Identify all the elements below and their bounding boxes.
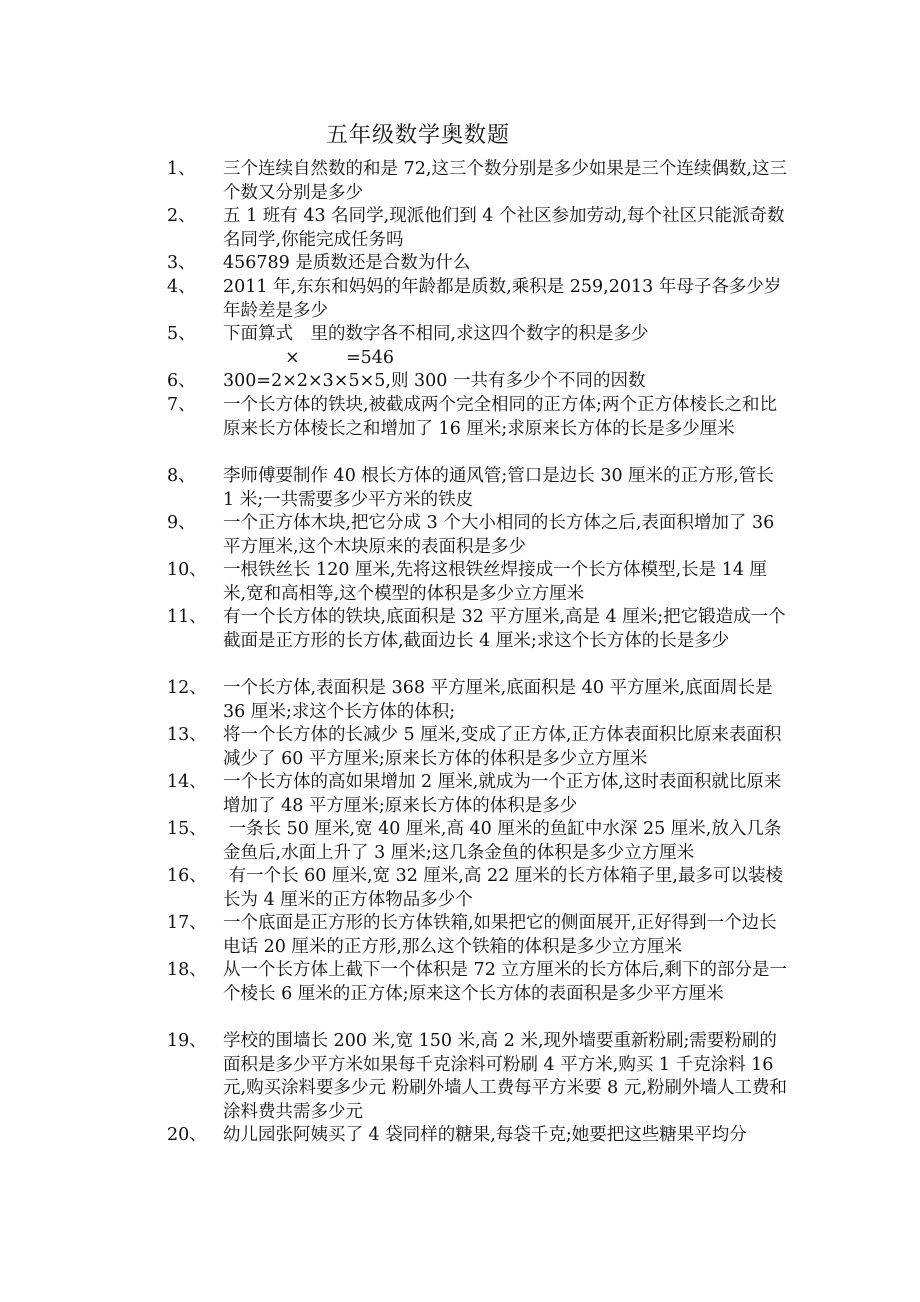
question-list xyxy=(0,158,920,1148)
question-number: 15、 xyxy=(167,819,207,839)
question-text: 有一个长方体的铁块,底面积是 32 平方厘米,高是 4 厘米;把它锻造成一个截面是正方形的长方体,截面边长 4 厘米;求这个长方体的长是多少 xyxy=(223,607,786,651)
question-text: 五 1 班有 43 名同学,现派他们到 4 个社区参加劳动,每个社区只能派奇数名同学,你能完成任务吗 xyxy=(223,206,785,250)
list-item xyxy=(0,677,920,724)
list-item xyxy=(0,724,920,771)
list-item xyxy=(0,252,920,276)
list-item xyxy=(0,158,920,205)
question-number: 9、 xyxy=(167,513,196,533)
question-number: 14、 xyxy=(167,772,207,792)
question-text: 从一个长方体上截下一个体积是 72 立方厘米的长方体后,剩下的部分是一个棱长 6 厘米的正方体;原来这个长方体的表面积是多少平方厘米 xyxy=(223,960,787,1004)
formula-line xyxy=(0,347,920,370)
list-item xyxy=(0,1124,920,1148)
question-text: 一个长方体的铁块,被截成两个完全相同的正方体;两个正方体棱长之和比原来长方体棱长之和增加了 16 厘米;求原来长方体的长是多少厘米 xyxy=(223,395,777,439)
question-text: 学校的围墙长 200 米,宽 150 米,高 2 米,现外墙要重新粉刷;需要粉刷的面积是多少平方米如果每千克涂料可粉刷 4 平方米,购买 1 千克涂料 16 元,购买涂料要多少元 粉刷外墙人工费每平方米要 8 元,粉刷外墙人工费和涂料费共需多少元 xyxy=(223,1031,787,1122)
list-item xyxy=(0,512,920,559)
question-text: 300=2×2×3×5×5,则 300 一共有多少个不同的因数 xyxy=(223,371,646,391)
question-number: 3、 xyxy=(167,253,196,273)
list-item xyxy=(0,465,920,512)
question-text: 将一个长方体的长减少 5 厘米,变成了正方体,正方体表面积比原来表面积减少了 60 平方厘米;原来长方体的体积是多少立方厘米 xyxy=(223,725,782,769)
question-number: 5、 xyxy=(167,324,196,344)
question-number: 6、 xyxy=(167,371,196,391)
question-number: 2、 xyxy=(167,206,196,226)
question-text: 2011 年,东东和妈妈的年龄都是质数,乘积是 259,2013 年母子各多少岁年龄差是多少 xyxy=(223,277,782,321)
question-number: 4、 xyxy=(167,277,196,297)
question-text: 一个底面是正方形的长方体铁箱,如果把它的侧面展开,正好得到一个边长电话 20 厘米的正方形,那么这个铁箱的体积是多少立方厘米 xyxy=(223,913,777,957)
list-item xyxy=(0,370,920,394)
question-text: 一条长 50 厘米,宽 40 厘米,高 40 厘米的鱼缸中水深 25 厘米,放入几条金鱼后,水面上升了 3 厘米;这几条金鱼的体积是多少立方厘米 xyxy=(223,819,782,863)
question-text: 一个长方体的高如果增加 2 厘米,就成为一个正方体,这时表面积就比原来增加了 48 平方厘米;原来长方体的体积是多少 xyxy=(223,772,782,816)
question-text: 三个连续自然数的和是 72,这三个数分别是多少如果是三个连续偶数,这三个数又分别是多少 xyxy=(223,159,787,203)
question-number: 12、 xyxy=(167,678,207,698)
question-text: 李师傅要制作 40 根长方体的通风管;管口是边长 30 厘米的正方形,管长 1 米;一共需要多少平方米的铁皮 xyxy=(223,466,780,510)
list-item xyxy=(0,606,920,677)
question-number: 17、 xyxy=(167,913,207,933)
list-item xyxy=(0,323,920,370)
question-number: 8、 xyxy=(167,466,196,486)
formula-result: =546 xyxy=(346,348,395,368)
question-text: 有一个长 60 厘米,宽 32 厘米,高 22 厘米的长方体箱子里,最多可以装棱长为 4 厘米的正方体物品多少个 xyxy=(223,866,783,910)
question-number: 1、 xyxy=(167,159,196,179)
question-number: 16、 xyxy=(167,866,207,886)
list-item xyxy=(0,865,920,912)
question-number: 11、 xyxy=(167,607,207,627)
question-number: 18、 xyxy=(167,960,207,980)
question-number: 10、 xyxy=(167,560,207,580)
question-text: 一个长方体,表面积是 368 平方厘米,底面积是 40 平方厘米,底面周长是 36 厘米;求这个长方体的体积; xyxy=(223,678,779,722)
list-item xyxy=(0,276,920,323)
question-text: 456789 是质数还是合数为什么 xyxy=(223,253,471,273)
question-text: 一个正方体木块,把它分成 3 个大小相同的长方体之后,表面积增加了 36 平方厘米,这个木块原来的表面积是多少 xyxy=(223,513,780,557)
list-item xyxy=(0,818,920,865)
list-item xyxy=(0,912,920,959)
page-title: 五年级数学奥数题 xyxy=(325,123,510,148)
list-item xyxy=(0,205,920,252)
question-number: 19、 xyxy=(167,1031,207,1051)
question-text: 下面算式 里的数字各不相同,求这四个数字的积是多少 xyxy=(223,324,649,344)
question-text: 幼儿园张阿姨买了 4 袋同样的糖果,每袋千克;她要把这些糖果平均分 xyxy=(223,1125,747,1145)
list-item xyxy=(0,1030,920,1124)
list-item xyxy=(0,394,920,465)
list-item xyxy=(0,771,920,818)
list-item xyxy=(0,559,920,606)
question-text: 一根铁丝长 120 厘米,先将这根铁丝焊接成一个长方体模型,长是 14 厘米,宽和高相等,这个模型的体积是多少立方厘米 xyxy=(223,560,768,604)
question-number: 20、 xyxy=(167,1125,207,1145)
question-number: 13、 xyxy=(167,725,207,745)
list-item xyxy=(0,959,920,1030)
formula-times: × xyxy=(285,348,300,368)
question-number: 7、 xyxy=(167,395,196,415)
